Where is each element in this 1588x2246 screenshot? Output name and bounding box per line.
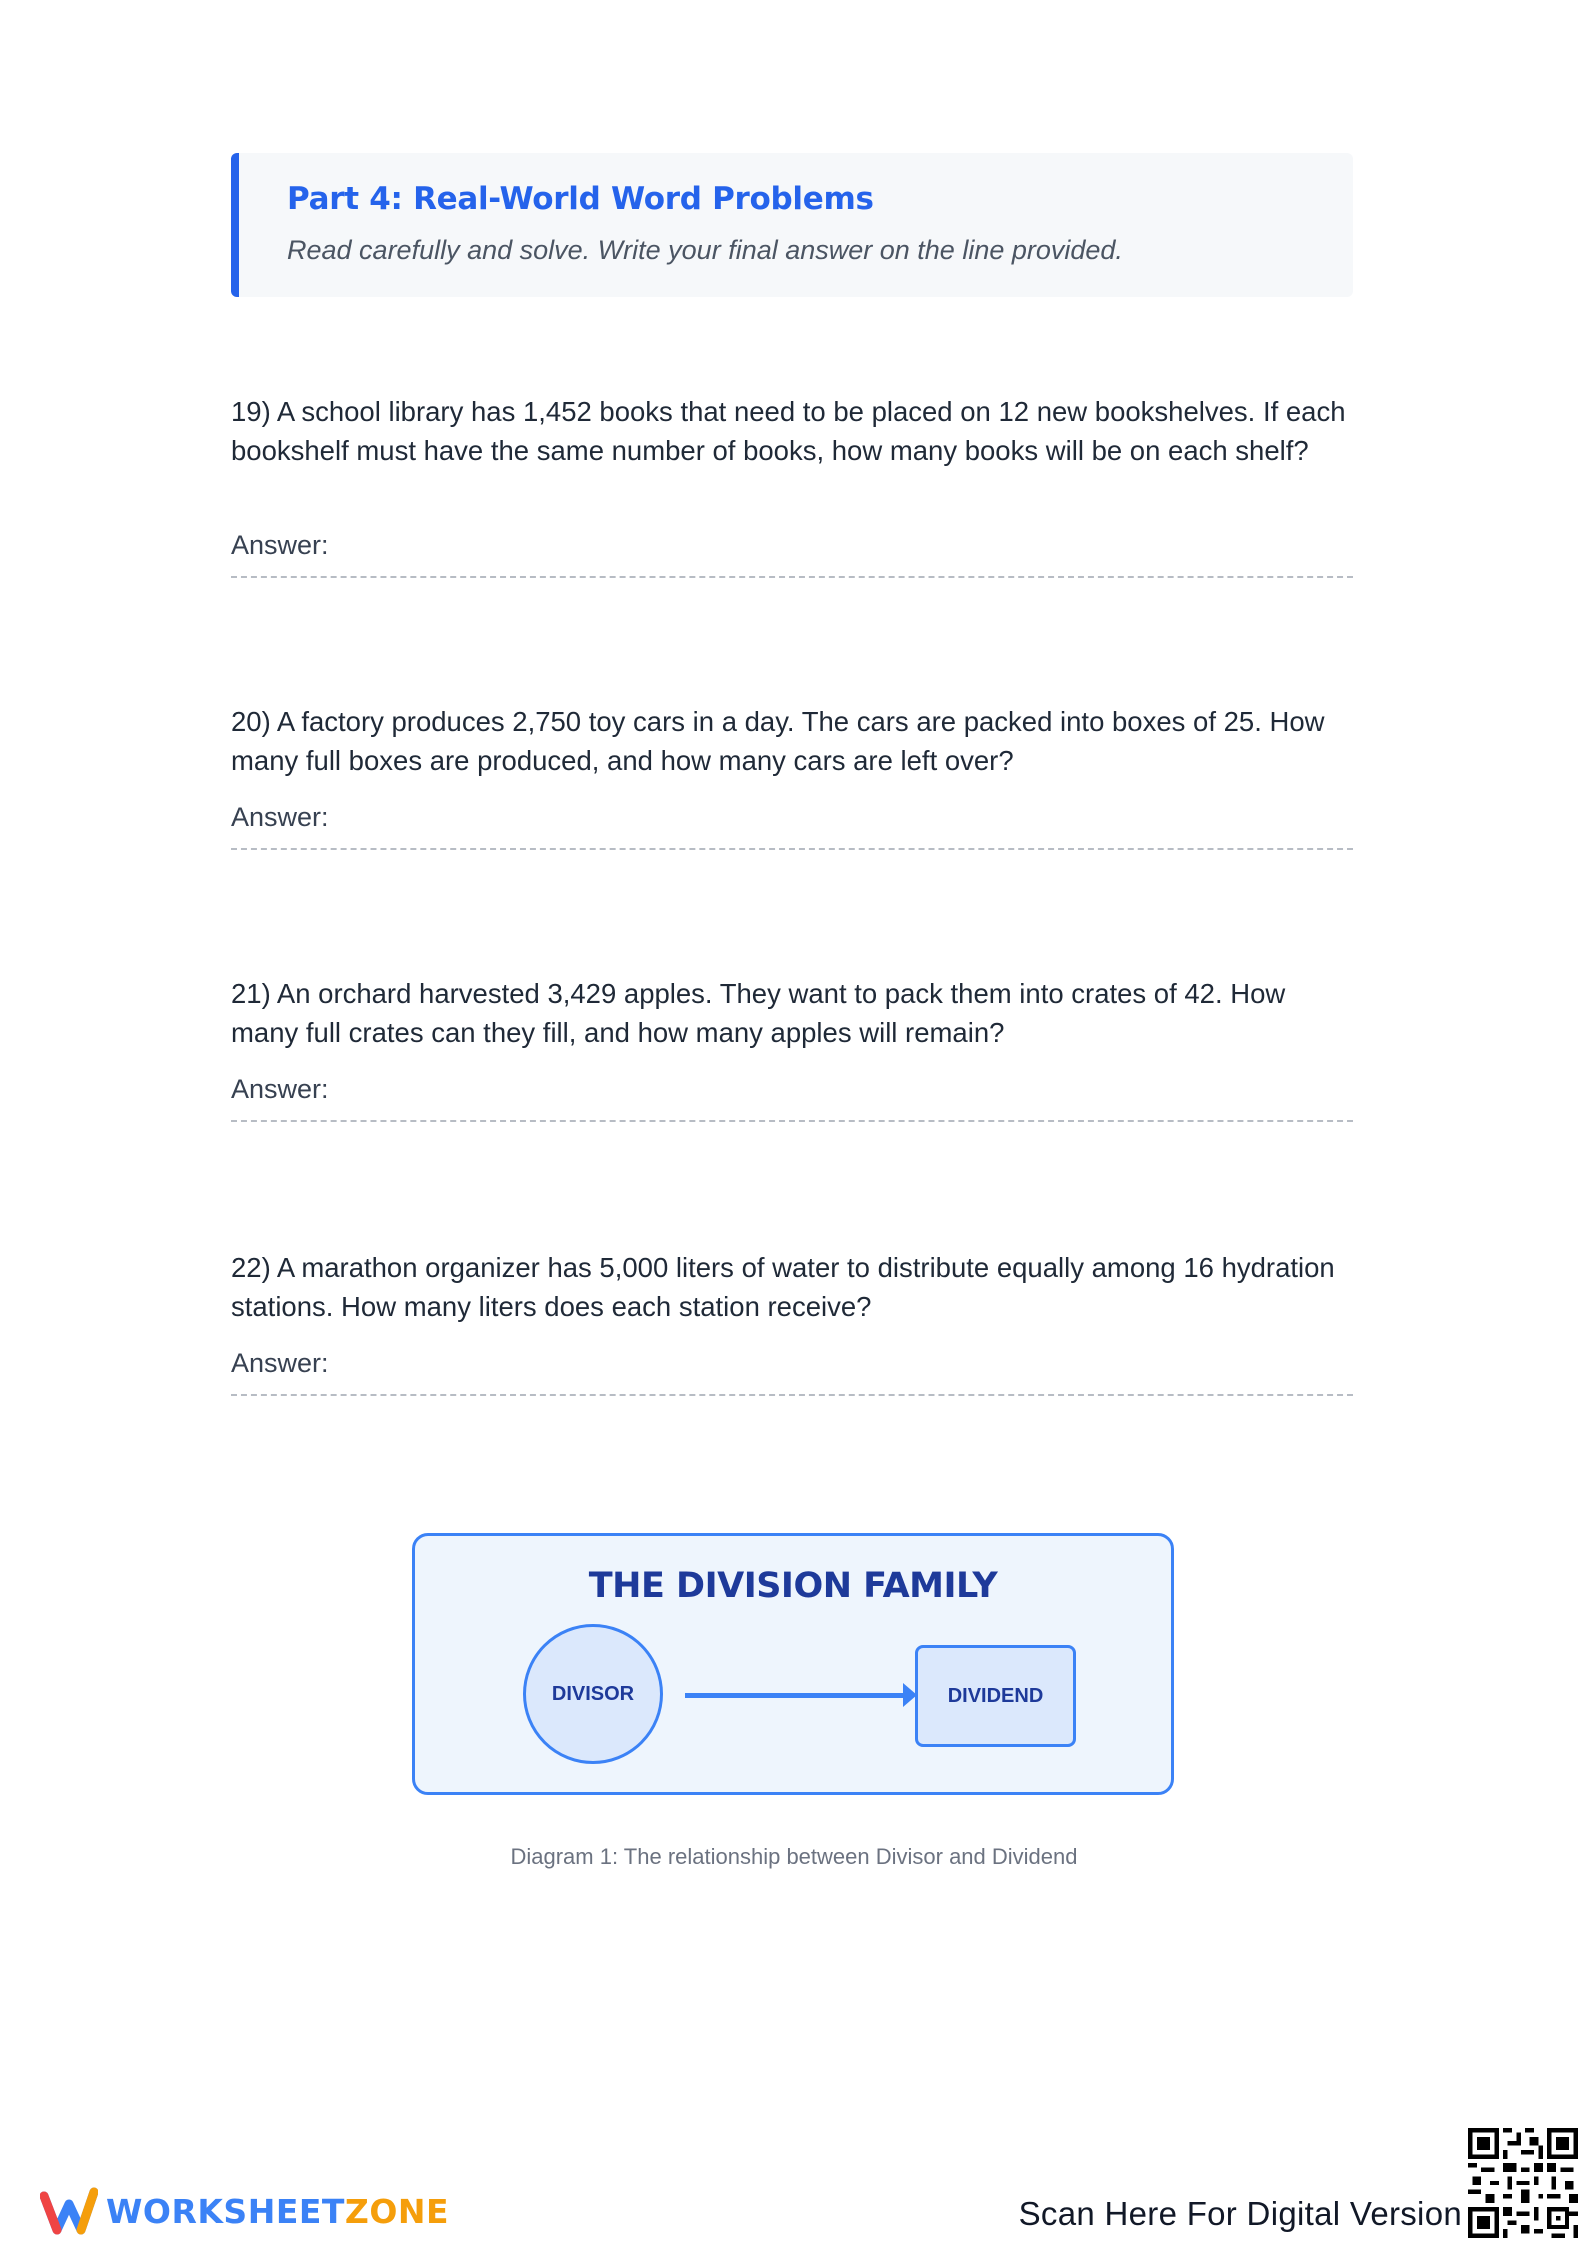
worksheetzone-logo-icon — [40, 2180, 98, 2238]
qr-code-icon[interactable] — [1468, 2128, 1578, 2238]
question-text: 19) A school library has 1,452 books that need to be placed on 12 new bookshelves. If each bookshelf must have the same number of books, how many books will be on each shelf? — [231, 396, 1346, 466]
brand-name-part2: ZONE — [344, 2192, 450, 2231]
section-instructions: Read carefully and solve. Write your final answer on the line provided. — [287, 235, 1123, 265]
answer-label: Answer: — [231, 1348, 329, 1378]
section-header — [231, 153, 1353, 297]
question-text: 22) A marathon organizer has 5,000 liters of water to distribute equally among 16 hydration stations. How many liters does each station receive? — [231, 1252, 1335, 1322]
diagram-title: THE DIVISION FAMILY — [588, 1566, 998, 1606]
diagram-caption: Diagram 1: The relationship between Divisor and Dividend — [510, 1844, 1078, 1869]
answer-line[interactable] — [231, 1120, 1353, 1122]
question-20 — [231, 702, 1353, 832]
question-21 — [231, 974, 1353, 1104]
answer-line[interactable] — [231, 848, 1353, 850]
section-title: Part 4: Real-World Word Problems — [287, 181, 874, 217]
division-diagram — [412, 1533, 1174, 1795]
answer-label: Answer: — [231, 802, 329, 832]
question-text: 21) An orchard harvested 3,429 apples. They want to pack them into crates of 42. How many full crates can they fill, and how many apples will remain? — [231, 978, 1286, 1048]
question-19 — [231, 392, 1353, 560]
answer-line[interactable] — [231, 1394, 1353, 1396]
divisor-node: DIVISOR — [523, 1624, 663, 1764]
brand-name — [106, 2192, 449, 2231]
question-text: 20) A factory produces 2,750 toy cars in a day. The cars are packed into boxes of 25. How many full boxes are produced, and how many cars are left over? — [231, 706, 1325, 776]
brand-name-part1: WORKSHEET — [106, 2192, 345, 2231]
answer-label: Answer: — [231, 530, 329, 560]
arrow-line — [685, 1693, 905, 1698]
dividend-node: DIVIDEND — [915, 1645, 1076, 1747]
scan-text: Scan Here For Digital Version — [1018, 2195, 1462, 2232]
answer-label: Answer: — [231, 1074, 329, 1104]
answer-line[interactable] — [231, 576, 1353, 578]
question-22 — [231, 1248, 1353, 1378]
